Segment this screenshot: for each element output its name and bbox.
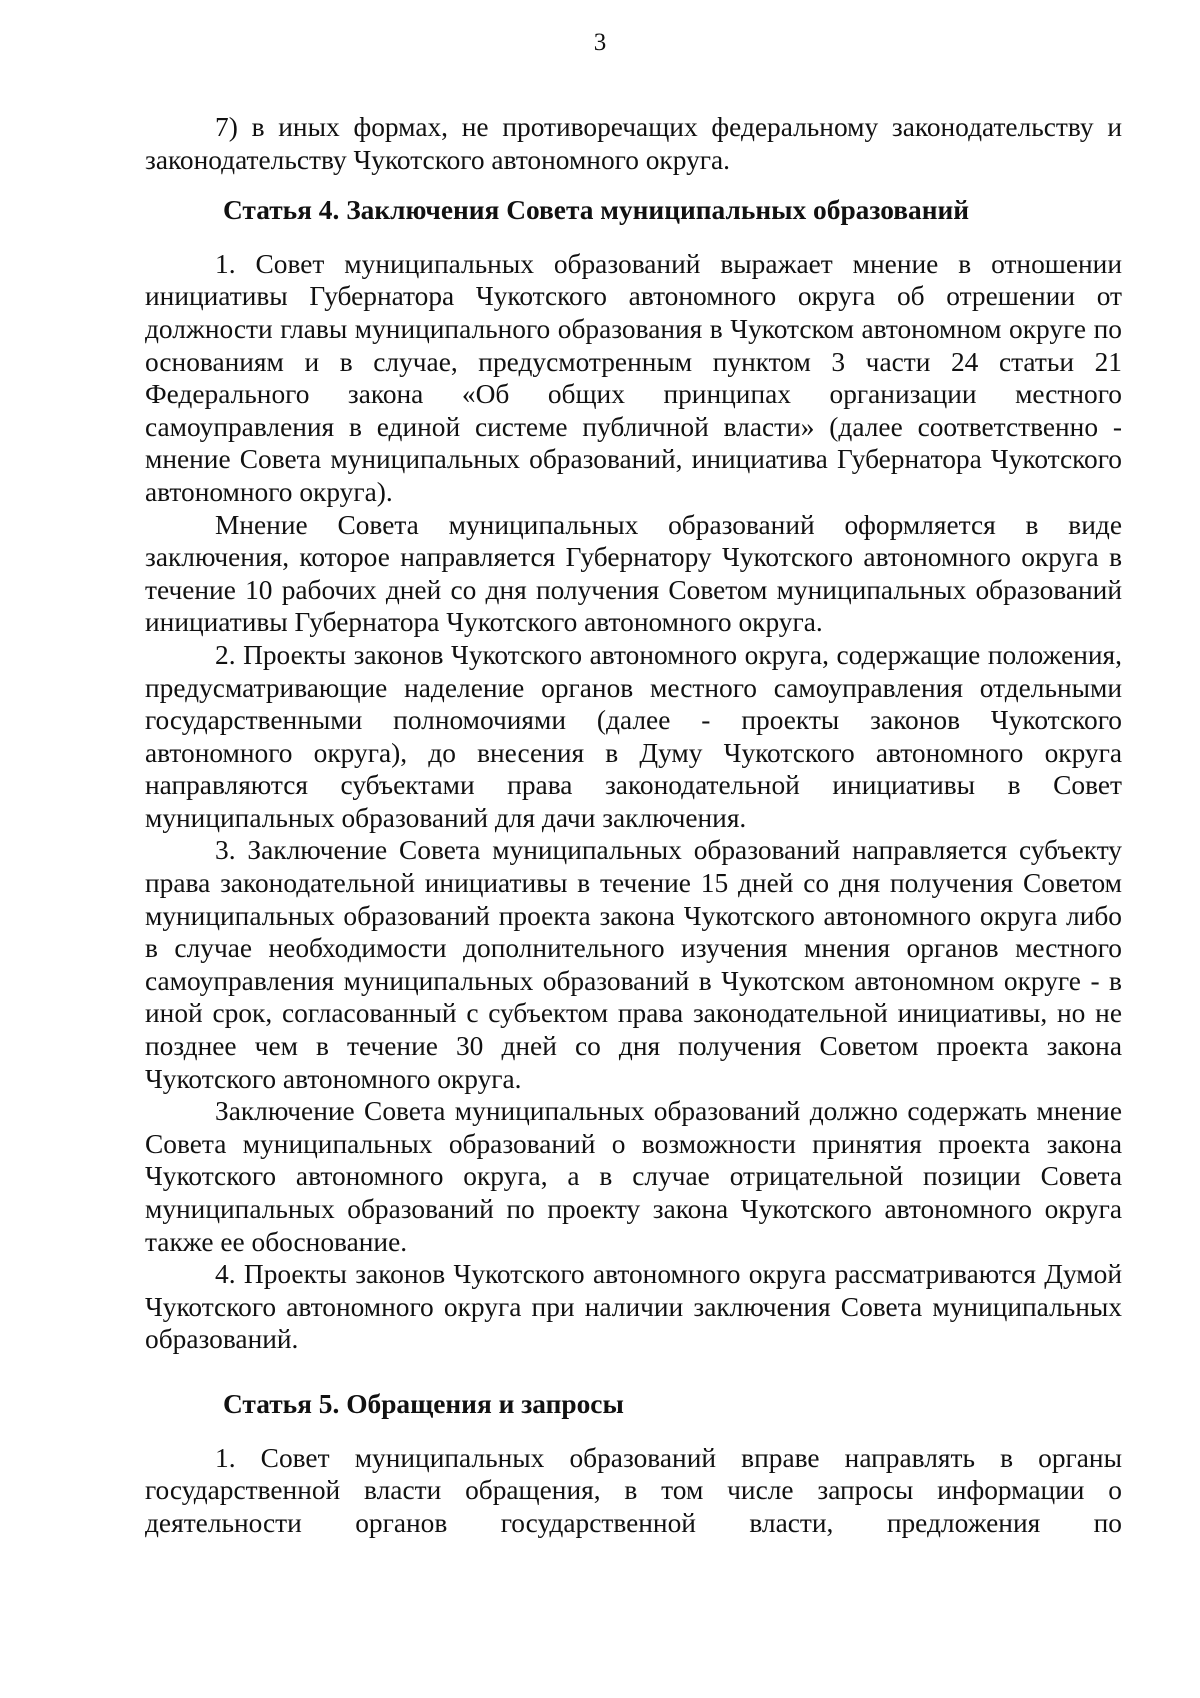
article-4-paragraph-3: 2. Проекты законов Чукотского автономного округа, содержащие положения, предусматривающие наделение органов местного самоуправления отдельными государственными полномочиями (далее - проекты законов Чукотского автономного округа), до внесения в Думу Чукотского автономного округа направляются субъектами права законодательной инициативы в Совет муниципальных образований для дачи заключения. [145, 639, 1122, 833]
page-number: 3 [593, 29, 607, 56]
article-4-paragraph-6: 4. Проекты законов Чукотского автономного округа рассматриваются Думой Чукотского автономного округа при наличии заключения Совета муниципальных образований. [145, 1259, 1122, 1355]
article-5-paragraph-1: 1. Совет муниципальных образований вправе направлять в органы государственной власти обращения, в том числе запросы информации о деятельности органов государственной власти, предложения по [145, 1442, 1122, 1538]
article-4-paragraph-1: 1. Совет муниципальных образований выражает мнение в отношении инициативы Губернатора Чукотского автономного округа об отрешении от должности главы муниципального образования в Чукотском автономном округе по основаниям и в случае, предусмотренным пунктом 3 части 24 статьи 21 Федерального закона «Об общих принципах организации местного самоуправления в единой системе публичной власти» (далее соответственно - мнение Совета муниципальных образований, инициатива Губернатора Чукотского автономного округа). [145, 248, 1122, 507]
article-4-heading: Статья 4. Заключения Совета муниципальных образований [223, 195, 970, 226]
document-body [145, 111, 1122, 1539]
article-4-paragraph-2: Мнение Совета муниципальных образований оформляется в виде заключения, которое направляется Губернатору Чукотского автономного округа в течение 10 рабочих дней со дня получения Советом муниципальных образований инициативы Губернатора Чукотского автономного округа. [145, 509, 1122, 638]
article-4-paragraph-5: Заключение Совета муниципальных образований должно содержать мнение Совета муниципальных образований о возможности принятия проекта закона Чукотского автономного округа, а в случае отрицательной позиции Совета муниципальных образований по проекту закона Чукотского автономного округа также ее обоснование. [145, 1096, 1122, 1257]
intro-list-item: 7) в иных формах, не противоречащих федеральному законодательству и законодательству Чукотского автономного округа. [145, 112, 1122, 175]
article-4-paragraph-4: 3. Заключение Совета муниципальных образований направляется субъекту права законодательной инициативы в течение 15 дней со дня получения Советом муниципальных образований проекта закона Чукотского автономного округа либо в случае необходимости дополнительного изучения мнения органов местного самоуправления муниципальных образований в Чукотском автономном округе - в иной срок, согласованный с субъектом права законодательной инициативы, но не позднее чем в течение 30 дней со дня получения Советом проекта закона Чукотского автономного округа. [145, 835, 1122, 1094]
article-5-heading: Статья 5. Обращения и запросы [223, 1388, 624, 1419]
